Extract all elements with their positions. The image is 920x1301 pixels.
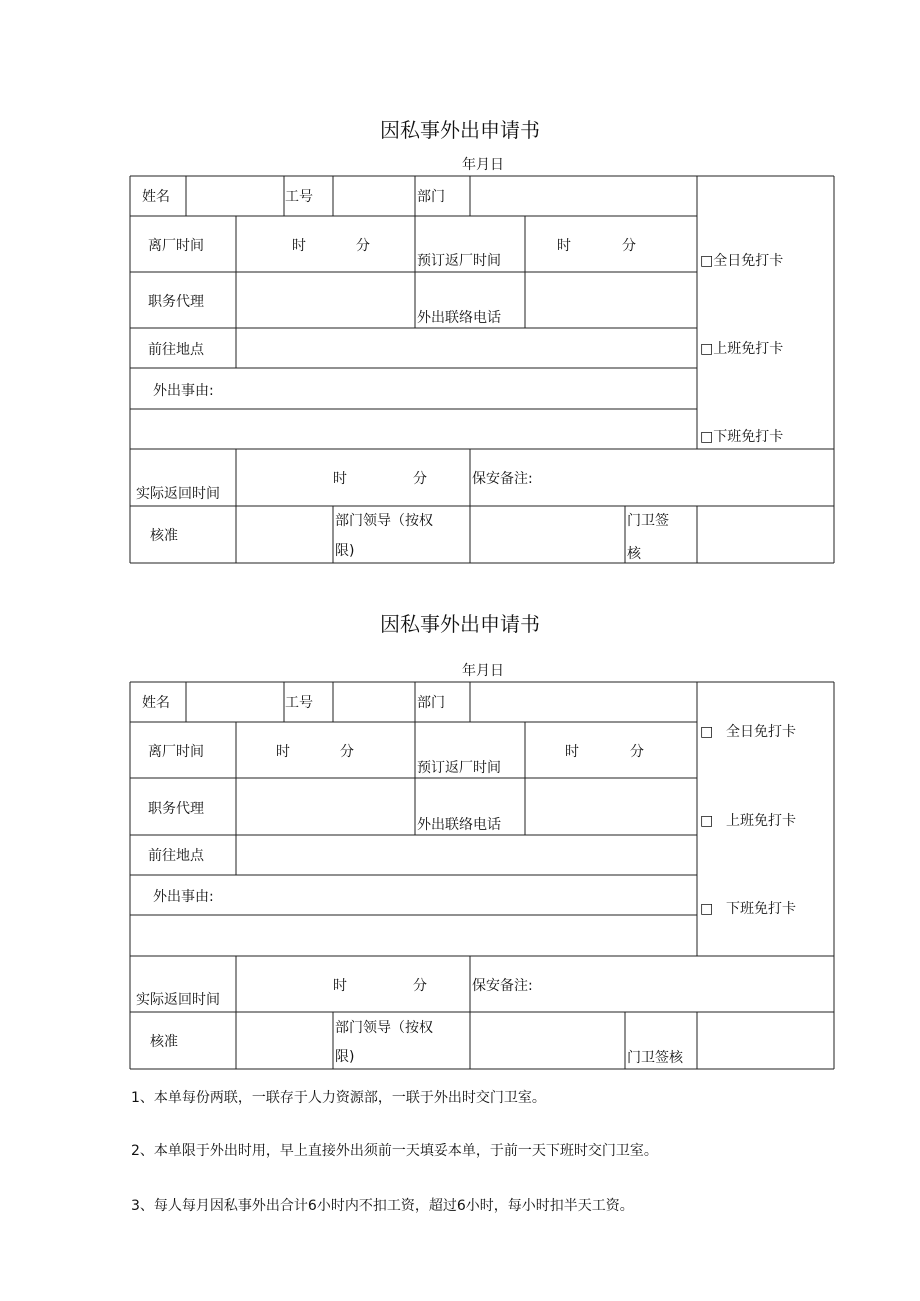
- planned-return-label: 预订返厂时间: [417, 253, 501, 269]
- leave-minute-label: 分: [356, 238, 370, 254]
- option-morning-no-punch: 上班免打卡: [726, 813, 796, 829]
- proxy-label: 职务代理: [148, 801, 204, 817]
- planned-hour-label: 时: [565, 744, 579, 760]
- actual-minute-label: 分: [413, 978, 427, 994]
- dept-leader-field[interactable]: [471, 1013, 624, 1068]
- name-label: 姓名: [142, 189, 170, 205]
- approve-label: 核准: [150, 1034, 178, 1050]
- security-note-label: 保安备注:: [472, 978, 533, 994]
- job-no-field[interactable]: [334, 683, 414, 721]
- actual-hour-label: 时: [333, 471, 347, 487]
- destination-field[interactable]: [237, 836, 696, 874]
- note-item: 1、本单每份两联，一联存于人力资源部，一联于外出时交门卫室。: [131, 1090, 546, 1106]
- option-full-day-no-punch[interactable]: □全日免打卡: [700, 253, 784, 269]
- destination-label: 前往地点: [148, 848, 204, 864]
- job-no-label: 工号: [285, 695, 313, 711]
- note-item: 2、本单限于外出时用，早上直接外出须前一天填妥本单，于前一天下班时交门卫室。: [131, 1143, 658, 1159]
- proxy-field[interactable]: [237, 779, 414, 834]
- reason-field[interactable]: [131, 916, 696, 955]
- security-note-label: 保安备注:: [472, 471, 533, 487]
- form-title: 因私事外出申请书: [380, 118, 540, 142]
- guard-sign-field[interactable]: [698, 1013, 833, 1068]
- contact-phone-label: 外出联络电话: [417, 817, 501, 833]
- actual-return-label: 实际返回时间: [136, 486, 220, 502]
- contact-phone-label: 外出联络电话: [417, 310, 501, 326]
- contact-phone-field[interactable]: [526, 779, 696, 834]
- job-no-label: 工号: [285, 189, 313, 205]
- date-label: 年月日: [462, 663, 504, 679]
- planned-minute-label: 分: [622, 238, 636, 254]
- dept-field[interactable]: [471, 683, 696, 721]
- option-evening-no-punch[interactable]: □下班免打卡: [700, 429, 784, 445]
- planned-return-label: 预订返厂时间: [417, 760, 501, 776]
- actual-minute-label: 分: [413, 471, 427, 487]
- note-item: 3、每人每月因私事外出合计6小时内不扣工资，超过6小时，每小时扣半天工资。: [131, 1198, 634, 1214]
- guard-sign-label-cont: 核: [627, 546, 641, 562]
- reason-label: 外出事由:: [153, 889, 214, 905]
- guard-sign-label: 门卫签核: [627, 1050, 683, 1066]
- leave-time-label: 离厂时间: [148, 744, 204, 760]
- destination-label: 前往地点: [148, 342, 204, 358]
- leave-time-label: 离厂时间: [148, 238, 204, 254]
- dept-label: 部门: [417, 189, 445, 205]
- date-label: 年月日: [462, 157, 504, 173]
- leave-hour-label: 时: [292, 238, 306, 254]
- actual-return-label: 实际返回时间: [136, 992, 220, 1008]
- option-full-day-no-punch: 全日免打卡: [726, 724, 796, 740]
- approve-field[interactable]: [237, 1013, 332, 1068]
- option-morning-no-punch[interactable]: □上班免打卡: [700, 341, 784, 357]
- form-title: 因私事外出申请书: [380, 612, 540, 636]
- option-evening-no-punch: 下班免打卡: [726, 901, 796, 917]
- planned-hour-label: 时: [557, 238, 571, 254]
- checkbox-evening[interactable]: □: [700, 901, 714, 917]
- dept-label: 部门: [417, 695, 445, 711]
- checkbox-full-day[interactable]: □: [700, 724, 714, 740]
- checkbox-morning[interactable]: □: [700, 813, 714, 829]
- dept-leader-label-cont: 限): [335, 543, 355, 559]
- dept-leader-label: 部门领导（按权: [335, 513, 433, 529]
- dept-leader-label-cont: 限): [335, 1049, 355, 1065]
- reason-label: 外出事由:: [153, 383, 214, 399]
- planned-minute-label: 分: [630, 744, 644, 760]
- actual-hour-label: 时: [333, 978, 347, 994]
- approve-label: 核准: [150, 528, 178, 544]
- leave-hour-label: 时: [276, 744, 290, 760]
- guard-sign-label: 门卫签: [627, 513, 669, 529]
- dept-leader-label: 部门领导（按权: [335, 1020, 433, 1036]
- name-label: 姓名: [142, 695, 170, 711]
- proxy-label: 职务代理: [148, 294, 204, 310]
- name-field[interactable]: [187, 683, 283, 721]
- leave-minute-label: 分: [340, 744, 354, 760]
